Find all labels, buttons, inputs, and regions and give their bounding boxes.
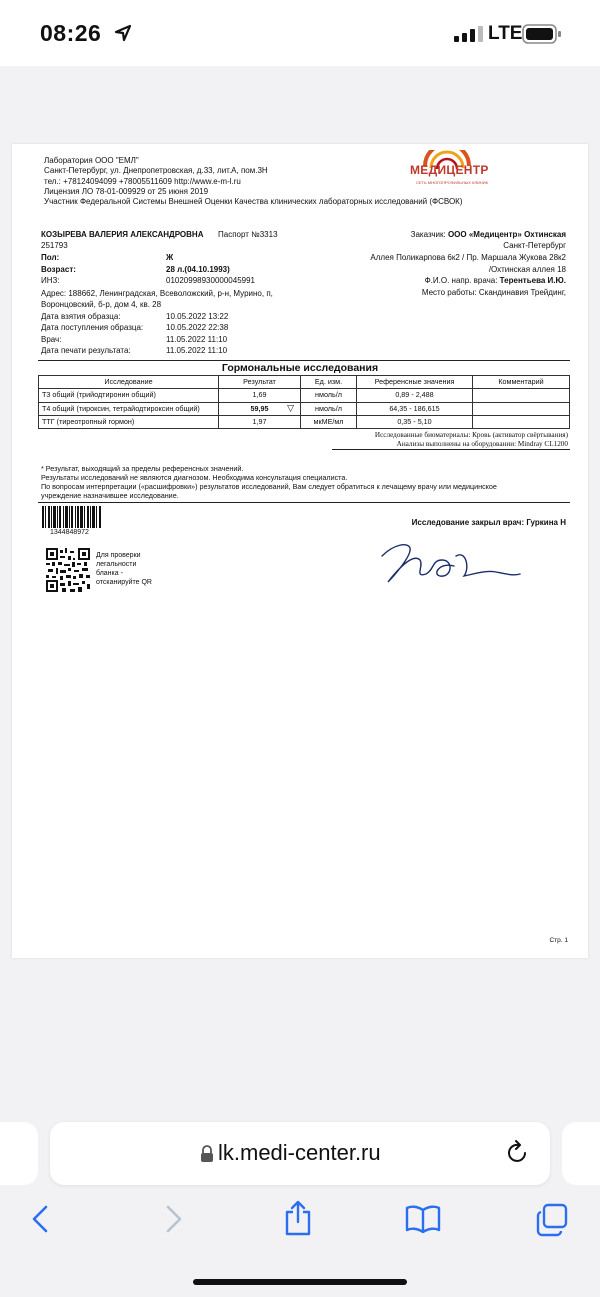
test-reference: 0,89 - 2,488 xyxy=(357,389,473,402)
table-row xyxy=(39,415,570,428)
customer-line xyxy=(411,230,566,240)
test-name: Т3 общий (трийодтиронин общий) xyxy=(39,389,219,402)
inz-label: ИНЗ: xyxy=(41,276,60,285)
home-indicator[interactable] xyxy=(193,1279,407,1285)
closed-by-doctor: Исследование закрыл врач: Гуркина Н xyxy=(411,518,566,527)
qr-caption-2: легальности xyxy=(96,561,137,568)
test-name: Т4 общий (тироксин, тетрайодтироксин общий) xyxy=(39,402,219,415)
col-reference: Референсные значения xyxy=(357,376,473,389)
test-value: 1,69 xyxy=(219,389,301,402)
address-line1: Адрес: 188662, Ленинградская, Всеволожский, р-н, Мурино, п, xyxy=(41,289,273,298)
qr-caption xyxy=(96,551,152,587)
test-comment xyxy=(473,389,570,402)
test-name: ТТГ (тиреотропный гормон) xyxy=(39,415,219,428)
test-comment xyxy=(473,402,570,415)
address-line2: Воронцовский, б-р, дом 4, кв. 28 xyxy=(41,300,162,309)
bookmarks-icon[interactable] xyxy=(405,1204,441,1234)
forward-icon[interactable] xyxy=(158,1204,188,1234)
test-unit: мкМЕ/мл xyxy=(301,415,357,428)
status-time: 08:26 xyxy=(40,20,102,46)
lab-report-page xyxy=(12,144,588,958)
referring-doctor-line xyxy=(425,276,566,286)
location-arrow-icon xyxy=(114,24,132,42)
reload-icon[interactable] xyxy=(506,1139,530,1165)
table-row xyxy=(39,402,570,415)
tabs-icon[interactable] xyxy=(535,1203,569,1237)
status-bar xyxy=(0,0,600,66)
equipment-note: Анализы выполнены на оборудовании: Mindray CL1200 xyxy=(396,440,568,448)
barcode-icon xyxy=(42,506,102,528)
age-label: Возраст: xyxy=(41,265,76,274)
results-header-row xyxy=(39,376,570,389)
passport-number: 251793 xyxy=(41,241,68,250)
referring-doctor-label: Ф.И.О. напр. врача: xyxy=(424,276,498,285)
divider xyxy=(38,360,570,361)
signal-icon xyxy=(454,26,484,42)
qr-caption-4: отсканируйте QR xyxy=(96,579,152,586)
customer-address2: /Охтинская аллея 18 xyxy=(488,265,566,274)
patient-name: КОЗЫРЕВА ВАЛЕРИЯ АЛЕКСАНДРОВНА xyxy=(41,230,204,239)
test-value: 59,95 xyxy=(250,403,269,413)
doctor-signature-icon xyxy=(374,538,524,588)
col-result: Результат xyxy=(219,376,301,389)
sample-taken-label: Дата взятия образца: xyxy=(41,312,121,321)
qr-code-icon[interactable] xyxy=(46,548,90,592)
qr-caption-3: бланка - xyxy=(96,570,123,577)
page-number: Стр. 1 xyxy=(549,937,568,944)
lab-name: Лаборатория ООО "ЕМЛ" xyxy=(44,156,139,165)
print-date-label: Дата печати результата: xyxy=(41,346,131,355)
customer-label: Заказчик: xyxy=(410,230,446,239)
test-unit: нмоль/л xyxy=(301,402,357,415)
battery-icon xyxy=(522,24,562,44)
disclaimer xyxy=(41,464,497,500)
results-title: Гормональные исследования xyxy=(221,362,379,374)
age-value: 28 л.(04.10.1993) xyxy=(166,265,230,274)
print-date-value: 11.05.2022 11:10 xyxy=(166,346,228,355)
results-table xyxy=(38,375,570,429)
inz-value: 01020998930000045991 xyxy=(166,276,255,285)
sex-value: Ж xyxy=(166,253,174,262)
sample-received-value: 10.05.2022 22:38 xyxy=(166,323,229,332)
share-icon[interactable] xyxy=(283,1200,313,1236)
biomaterial-note: Исследованные биоматериалы: Кровь (активатор свёртывания) xyxy=(374,431,568,439)
divider xyxy=(332,449,570,450)
lab-license: Лицензия ЛО 78-01-009929 от 25 июня 2019 xyxy=(44,186,209,196)
passport-label: Паспорт №3313 xyxy=(218,230,278,239)
test-value: 1,97 xyxy=(219,415,301,428)
table-row xyxy=(39,389,570,402)
test-reference: 0,35 - 5,10 xyxy=(357,415,473,428)
doctor-date: 11.05.2022 11:10 xyxy=(166,335,228,344)
lab-address: Санкт-Петербург, ул. Днепропетровская, д.33, лит.А, пом.3Н xyxy=(44,166,268,176)
sample-taken-value: 10.05.2022 13:22 xyxy=(166,312,229,321)
barcode-number: 1344848972 xyxy=(50,529,89,536)
note-institution: учреждение назначившее исследование. xyxy=(41,491,179,500)
workplace: Место работы: Скандинавия Трейдинг, xyxy=(421,288,566,297)
divider xyxy=(38,502,570,503)
logo-subtitle: СЕТЬ МНОГОПРОФИЛЬНЫХ КЛИНИК xyxy=(416,180,488,185)
sample-received-label: Дата поступления образца: xyxy=(41,323,144,332)
col-test: Исследование xyxy=(39,376,219,389)
lab-contacts: тел.: +78124094099 +78005511609 http://www.e-m-l.ru xyxy=(44,176,241,186)
customer-address1: Аллея Поликарпова 6к2 / Пр. Маршала Жукова 28к2 xyxy=(370,253,566,262)
test-comment xyxy=(473,415,570,428)
note-not-diagnosis: Результаты исследований не являются диагнозом. Необходима консультация специалиста. xyxy=(41,473,348,482)
note-out-of-range: * Результат, выходящий за пределы референсных значений. xyxy=(41,464,244,473)
lab-fsvok: Участник Федеральной Системы Внешней Оценки Качества клинических лабораторных исследований (ФСВОК) xyxy=(44,197,463,207)
low-flag-icon: ▽ xyxy=(287,402,294,413)
sex-label: Пол: xyxy=(41,253,60,262)
note-interpretation: По вопросам интерпретации («расшифровки») результатов исследований, Вам следует обратиться к лечащему врачу или медицинское xyxy=(41,482,497,491)
url-text[interactable]: lk.medi-center.ru xyxy=(218,1140,381,1165)
next-tab-preview[interactable] xyxy=(562,1122,600,1185)
previous-tab-preview[interactable] xyxy=(0,1122,38,1185)
col-unit: Ед. изм. xyxy=(301,376,357,389)
customer-city: Санкт-Петербург xyxy=(503,241,566,250)
network-label: LTE xyxy=(488,23,523,44)
logo-text: МЕДИЦЕНТР xyxy=(410,163,489,177)
qr-caption-1: Для проверки xyxy=(96,552,141,559)
col-comment: Комментарий xyxy=(473,376,570,389)
test-reference: 64,35 - 186,615 xyxy=(357,402,473,415)
doctor-label: Врач: xyxy=(41,335,62,344)
lock-icon xyxy=(200,1145,214,1163)
test-unit: нмоль/л xyxy=(301,389,357,402)
lab-header xyxy=(44,156,463,207)
customer-name: ООО «Медицентр» Охтинская xyxy=(447,230,566,239)
test-value-cell xyxy=(219,402,301,415)
back-icon[interactable] xyxy=(26,1204,56,1234)
referring-doctor-name: Терентьева И.Ю. xyxy=(499,276,566,285)
